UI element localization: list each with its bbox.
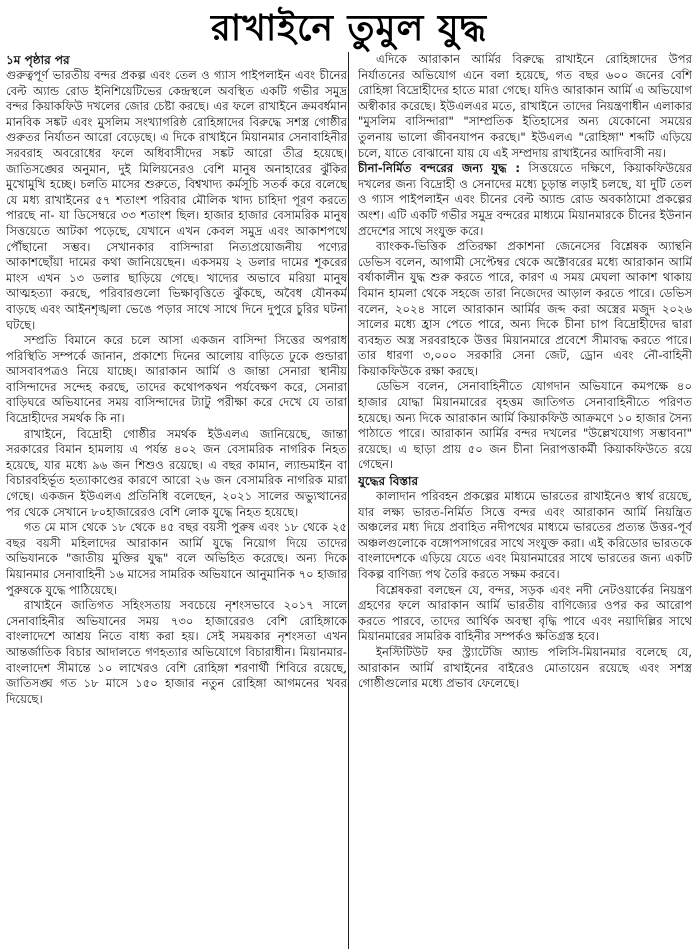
- article-paragraph: ডেভিস বলেন, সেনাবাহিনীতে যোগদান অভিযানে কমপক্ষে ৪০ হাজার যোদ্ধা মিয়ানমারের বৃহত্তম জাতিগত সেনাবাহিনীতে পরিণত হয়েছে। অন্য দিকে আরাকান আর্মি কিয়াকফিউ আক্রমণে ১০ হাজার সৈন্য পাঠাতে পারে। আরাকান আর্মির বন্দর দখলের "উল্লেখযোগ্য সম্ভাবনা" রয়েছে। এ ছাড়া প্রায় ৫০ জন চীনা নিরাপত্তাকর্মী কিয়াকফিউতে রয়ে গেছেন।: [358, 379, 692, 472]
- article-paragraph: গুরুত্বপূর্ণ ভারতীয় বন্দর প্রকল্প এবং তেল ও গ্যাস পাইপলাইন এবং চীনের বেল্ট অ্যান্ড রোড ইনিশিয়েটিভের কেন্দ্রস্থলে অবস্থিত একটি গভীর সমুদ্র বন্দর কিয়াকফিউ দখলের জোর চেষ্টা করছে। এর ফলে রাখাইনে ক্রমবর্ধমান মানবিক সঙ্কট এবং মুসলিম সংখ্যাগরিষ্ঠ রোহিঙ্গাদের বিরুদ্ধে সশস্ত্র গোষ্ঠীর গুরুতর নির্যাতন আরো বেড়েছে। এ দিকে রাখাইনে মিয়ানমার সেনাবাহিনীর সরবরাহ অবরোধের ফলে অধিবাসীদের সঙ্কট আরো তীব্র হয়েছে। জাতিসঙ্ঘের অনুমান, দুই মিলিয়নেরও বেশি মানুষ অনাহারের ঝুঁকির মুখোমুখি হচ্ছে। চলতি মাসের শুরুতে, বিশ্বখাদ্য কর্মসূচি সতর্ক করে বলেছে যে মধ্য রাখাইনের ৫৭ শতাংশ পরিবার মৌলিক খাদ্য চাহিদা পূরণ করতে পারছে না- যা ডিসেম্বরে ৩৩ শতাংশ ছিল। হাজার হাজার বেসামরিক মানুষ সিত্তয়েতে আটকা পড়েছে, যেখানে এখন কেবল সমুদ্র এবং আকাশপথে পৌঁছানো সম্ভব। সেখানকার বাসিন্দারা নিত্যপ্রয়োজনীয় পণ্যের আকাশছোঁয়া দামের কথা জানিয়েছেন। একসময় ২ ডলার দামের শূকরের মাংস এখন ১৩ ডলার ছাড়িয়ে গেছে। খাদ্যের অভাবে মরিয়া মানুষ আত্মহত্যা করছে, পরিবারগুলো ভিক্ষাবৃত্তিতে ঝুঁকছে, অবৈধ যৌনকর্ম বাড়ছে এবং আইনশৃঙ্খলা ভেঙে পড়ার সাথে সাথে দিনে দুপুরে চুরির ঘটনা ঘটছে।: [6, 68, 347, 332]
- article-paragraph: বিশ্লেষকরা বলছেন যে, বন্দর, সড়ক এবং নদী নেটওয়ার্কের নিয়ন্ত্রণ গ্রহণের ফলে আরাকান আর্মি ভারতীয় বাণিজ্যের ওপর কর আরোপ করতে পারবে, তাদের আর্থিক অবস্থা বৃদ্ধি পাবে এবং নয়াদিল্লির সাথে মিয়ানমারের সামরিক বাহিনীর সম্পর্কও ক্ষতিগ্রস্ত হবে।: [358, 582, 692, 644]
- article-paragraph: কালাদান পরিবহন প্রকল্পের মাধ্যমে ভারতের রাখাইনেও স্বার্থ রয়েছে, যার লক্ষ্য ভারত-নির্মিত সিত্তে বন্দর এবং আরাকান আর্মি নিয়ন্ত্রিত অঞ্চলের মধ্য দিয়ে প্রবাহিত নদীপথের মাধ্যমে ভারতের প্রত্যন্ত উত্তর-পূর্ব অঞ্চলগুলোকে বঙ্গোপসাগরের সাথে সংযুক্ত করা। এই করিডোর ভারতকে বাংলাদেশকে এড়িয়ে যেতে এবং মিয়ানমারের সাথে ভারতের জন্য একটি বিকল্প বাণিজ্য পথ তৈরি করতে সক্ষম করবে।: [358, 489, 692, 581]
- article-paragraph: ইনস্টিটিউট ফর স্ট্র্যাটেজি অ্যান্ড পলিসি-মিয়ানমার বলেছে যে, আরাকান আর্মি রাখাইনের বাইরেও মোতায়েন রয়েছে এবং সশস্ত্র গোষ্ঠীগুলোর মধ্যে প্রভাব ফেলেছে।: [358, 644, 692, 691]
- headline: রাখাইনে তুমুল যুদ্ধ: [210, 8, 488, 49]
- article-paragraph: গত মে মাস থেকে ১৮ থেকে ৪৫ বছর বয়সী পুরুষ এবং ১৮ থেকে ২৫ বছর বয়সী মহিলাদের আরাকান আর্মি যুদ্ধে নিয়োগ দিয়ে তাদের অভিযানকে "জাতীয় মুক্তির যুদ্ধ" বলে অভিহিত করেছে। অন্য দিকে মিয়ানমার সেনাবাহিনী ১৬ মাসের সামরিক অভিযানে আনুমানিক ৭০ হাজার পুরুষকে যুদ্ধে পাঠিয়েছে।: [6, 520, 347, 597]
- article-paragraph: সম্প্রতি বিমানে করে চলে আসা একজন বাসিন্দা সিত্তের অপরাধ পরিস্থিতি সম্পর্কে জানান, প্রকাশ্যে দিনের আলোয় বাড়িতে ঢুকে গুন্ডারা আসবাবপত্রও নিয়ে যাচ্ছে। আরাকান আর্মি ও জান্তা সেনারা স্থানীয় বাসিন্দাদের সন্দেহ করছে, তাদের কথোপকথন পর্যবেক্ষণ করে, সেনারা বাড়িঘরে অভিযানের সময় বাসিন্দাদের ট্যাটু পরীক্ষা করে দেখে যে তারা বিদ্রোহীদের সমর্থক কি না।: [6, 333, 347, 426]
- section-subhead: যুদ্ধের বিস্তার: [358, 474, 419, 489]
- runin-text: সিত্তয়েতে দক্ষিণে, কিয়াকফিউয়ের দখলের জন্য বিদ্রোহী ও সেনাদের মধ্যে চূড়ান্ত লড়াই চলছে, যা দুটি তেল ও গ্যাস পাইপলাইন এবং চীনের বেল্ট অ্যান্ড রোড অবকাঠামো প্রকল্পের অংশ। এটি একটি গভীর সমুদ্র বন্দরের মাধ্যমে মিয়ানমারকে চীনের ইউনান প্রদেশের সাথে সংযুক্ত করে।: [358, 161, 692, 238]
- left-column: [6, 52, 347, 949]
- article-paragraph: রাখাইনে জাতিগত সহিংসতায় সবচেয়ে নৃশংসভাবে ২০১৭ সালে সেনাবাহিনীর অভিযানের সময় ৭৩০ হাজারেরও বেশি রোহিঙ্গাকে বাংলাদেশে আশ্রয় নিতে বাধ্য করা হয়। সেই সময়কার নৃশংসতা এখন আন্তর্জাতিক বিচার আদালতে গণহত্যার অভিযোগে বিচারাধীন। মিয়ানমার-বাংলাদেশ সীমান্তে ১০ লাখেরও বেশি রোহিঙ্গা শরণার্থী শিবিরে রয়েছে, জাতিসঙ্ঘ গত ১৮ মাসে ১৫০ হাজার নতুন রোহিঙ্গা আগমনের খবর দিয়েছে।: [6, 598, 347, 706]
- article-paragraph: এদিকে আরাকান আর্মির বিরুদ্ধে রাখাইনে রোহিঙ্গাদের উপর নির্যাতনের অভিযোগ এনে বলা হয়েছে, গত বছর ৬০০ জনের বেশি রোহিঙ্গা বিদ্রোহীদের হাতে মারা গেছে। যদিও আরাকান আর্মি এ অভিযোগ অস্বীকার করেছে। ইউএলএর মতে, রাখাইনে তাদের নিয়ন্ত্রণাধীন এলাকার "মুসলিম বাসিন্দারা" "সাম্প্রতিক ইতিহাসের অন্য যেকোনো সময়ের তুলনায় ভালো জীবনযাপন করছে।" ইউএলএ "রোহিঙ্গা" শব্দটি এড়িয়ে চলে, যাতে বোঝানো যায় যে এই সম্প্রদায় রাখাইনের আদিবাসী নয়।: [358, 52, 692, 160]
- column-divider: [348, 52, 349, 949]
- article-paragraph: রাখাইনে, বিদ্রোহী গোষ্ঠীর সমর্থক ইউএলএ জানিয়েছে, জান্তা সরকারের বিমান হামলায় এ পর্যন্ত ৪০২ জন বেসামরিক নাগরিক নিহত হয়েছে, যার মধ্যে ৯৬ জন শিশুও রয়েছে। এ বছর কামান, ল্যান্ডমাইন বা বিচারবহির্ভূত হত্যাকাণ্ডের কারণে আরো ২৬ জন বেসামরিক নাগরিক মারা গেছে। একজন ইউএলএ প্রতিনিধি বলেছেন, ২০২১ সালের অভ্যুত্থানের পর থেকে সেখানে ৮০হাজারেরও বেশি লোক যুদ্ধে নিহত হয়েছে।: [6, 426, 347, 519]
- runin-paragraph: [358, 161, 692, 239]
- article-paragraph: ব্যাংকক-ভিত্তিক প্রতিরক্ষা প্রকাশনা জেনেসের বিশ্লেষক অ্যান্থনি ডেভিস বলেন, আগামী সেপ্টেম্বর থেকে অক্টোবরের মধ্যে আরাকান আর্মি বর্ষাকালীন যুদ্ধ শুরু করতে পারে, কারণ এ সময় মেঘলা আকাশ থাকায় বিমান হামলা থেকে সহজে তারা নিজেদের আড়াল করতে পারে। ডেভিস বলেন, ২০২৪ সালে আরাকান আর্মির জব্দ করা অস্ত্রের মজুদ ২০২৬ সালের মধ্যে হ্রাস পেতে পারে, অন্য দিকে চীনা চাপ বিদ্রোহীদের দ্বারা ব্যবহৃত অস্ত্র সরবরাহকে উত্তর মিয়ানমারে প্রবেশে সীমাবদ্ধ করতে পারে। তার ধারণা ৩,০০০ সরকারি সেনা জেট, ড্রোন এবং নৌ-বাহিনী কিয়াকফিউকে রক্ষা করছে।: [358, 239, 692, 378]
- continuation-label: ১ম পৃষ্ঠার পর: [6, 53, 70, 67]
- runin-heading: চীনা-নির্মিত বন্দরের জন্য যুদ্ধ :: [358, 161, 521, 176]
- right-column: [358, 52, 692, 949]
- article-columns: [6, 52, 692, 949]
